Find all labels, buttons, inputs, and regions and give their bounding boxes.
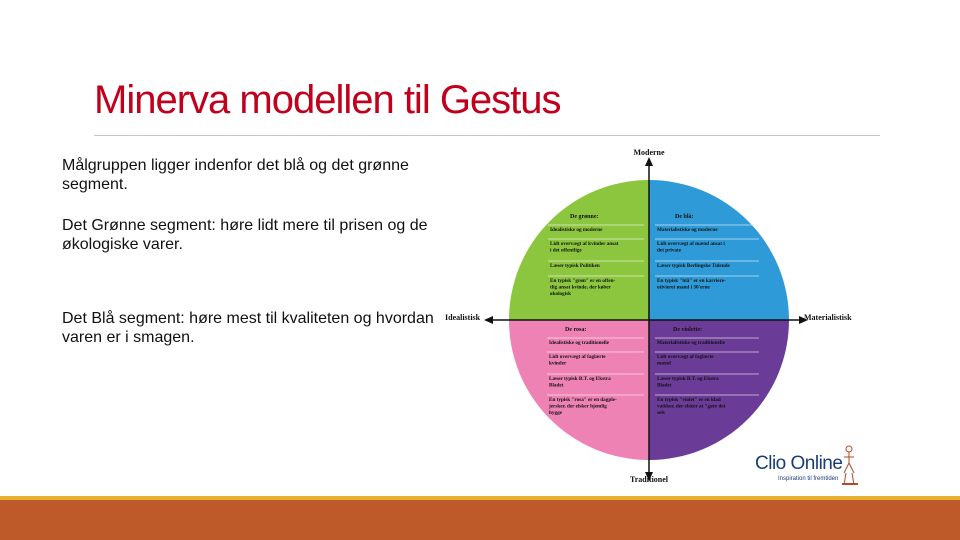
segment-item-text: Idealistiske og moderne: [550, 227, 603, 233]
segment-item-text: Lidt overvægt af kvinder ansat: [550, 241, 619, 247]
segment-item-text: En typisk "blå" er en karriere-: [657, 278, 726, 284]
segment-item-text: Bladet: [657, 382, 672, 389]
logo-text: Clio Online: [755, 453, 843, 474]
segment-item-text: tlig ansat kvinde, der køber: [550, 284, 611, 291]
segment-item-text: Lidt overvægt af faglærte: [657, 354, 714, 360]
segment-item-text: vækker, der elsker at "gøre det: [657, 403, 726, 410]
logo-tagline: Inspiration til fremtiden: [778, 476, 839, 482]
bullet-green-segment: Det Grønne segment: høre lidt mere til prisen og de økologiske varer.: [62, 217, 428, 253]
segment-item-text: En typisk "violet" er en klad: [657, 397, 721, 403]
segment-item-text: Idealistiske og traditionelle: [549, 340, 609, 346]
segment-item-text: kvinder: [549, 360, 567, 367]
segment-item-text: otivieret mand i 30'erne: [657, 284, 710, 291]
clio-online-logo: [752, 443, 872, 493]
title-divider: [94, 135, 880, 136]
segment-item-text: En typisk "rosa" er en dagple-: [549, 397, 617, 403]
segment-item-text: Læser typisk Berlingske Tidende: [657, 263, 730, 269]
segment-item-text: Materialistiske og traditionelle: [657, 340, 725, 346]
segment-heading-pink: De rosa:: [565, 327, 587, 333]
segment-item-text: hygge: [549, 410, 562, 416]
segment-item-text: selv: [657, 410, 666, 416]
bullet-target-group: Målgruppen ligger indenfor det blå og det grønne segment.: [62, 157, 409, 193]
segment-item-text: Læser typisk Politiken: [550, 263, 600, 269]
axis-label-bottom: Traditionel: [629, 475, 669, 484]
segment-heading-green: De grønne:: [570, 214, 599, 220]
segment-item-text: mænd: [657, 360, 671, 367]
arrow-up-icon: [645, 157, 653, 166]
segment-item-text: En typisk "grøn" er en offen-: [550, 278, 616, 284]
segment-item-text: Lidt overvægt af faglærte: [549, 354, 606, 360]
minerva-wheel: [440, 145, 880, 490]
slide-title: Minerva modellen til Gestus: [94, 78, 561, 122]
segment-item-text: i det offentlige: [550, 247, 582, 254]
segment-item-text: det private: [657, 247, 682, 254]
segment-heading-blue: De blå:: [675, 214, 694, 220]
segment-item-text: Lidt overvægt af mænd ansat i: [657, 241, 725, 247]
muse-figure-icon: [840, 443, 860, 487]
segment-item-text: Læser typisk B.T. og Ekstra: [549, 376, 611, 382]
axis-label-left: Idealistisk: [445, 313, 481, 322]
segment-item-text: Materialistiske og moderne: [657, 227, 718, 233]
segment-item-text: jersker, der elsker hjemlig: [549, 403, 607, 410]
bullet-blue-segment: Det Blå segment: høre mest til kvaliteten og hvordan varen er i smagen.: [62, 310, 434, 346]
segment-item-text: Bladet: [549, 382, 564, 389]
footer-band: [0, 500, 960, 540]
arrow-left-icon: [484, 316, 493, 324]
axis-label-right: Materialistisk: [804, 313, 852, 322]
segment-item-text: økologisk: [550, 291, 572, 297]
axis-label-top: Moderne: [633, 148, 665, 157]
segment-heading-purple: De violette:: [673, 327, 703, 333]
segment-item-text: Læser typisk B.T. og Ekstra: [657, 376, 719, 382]
